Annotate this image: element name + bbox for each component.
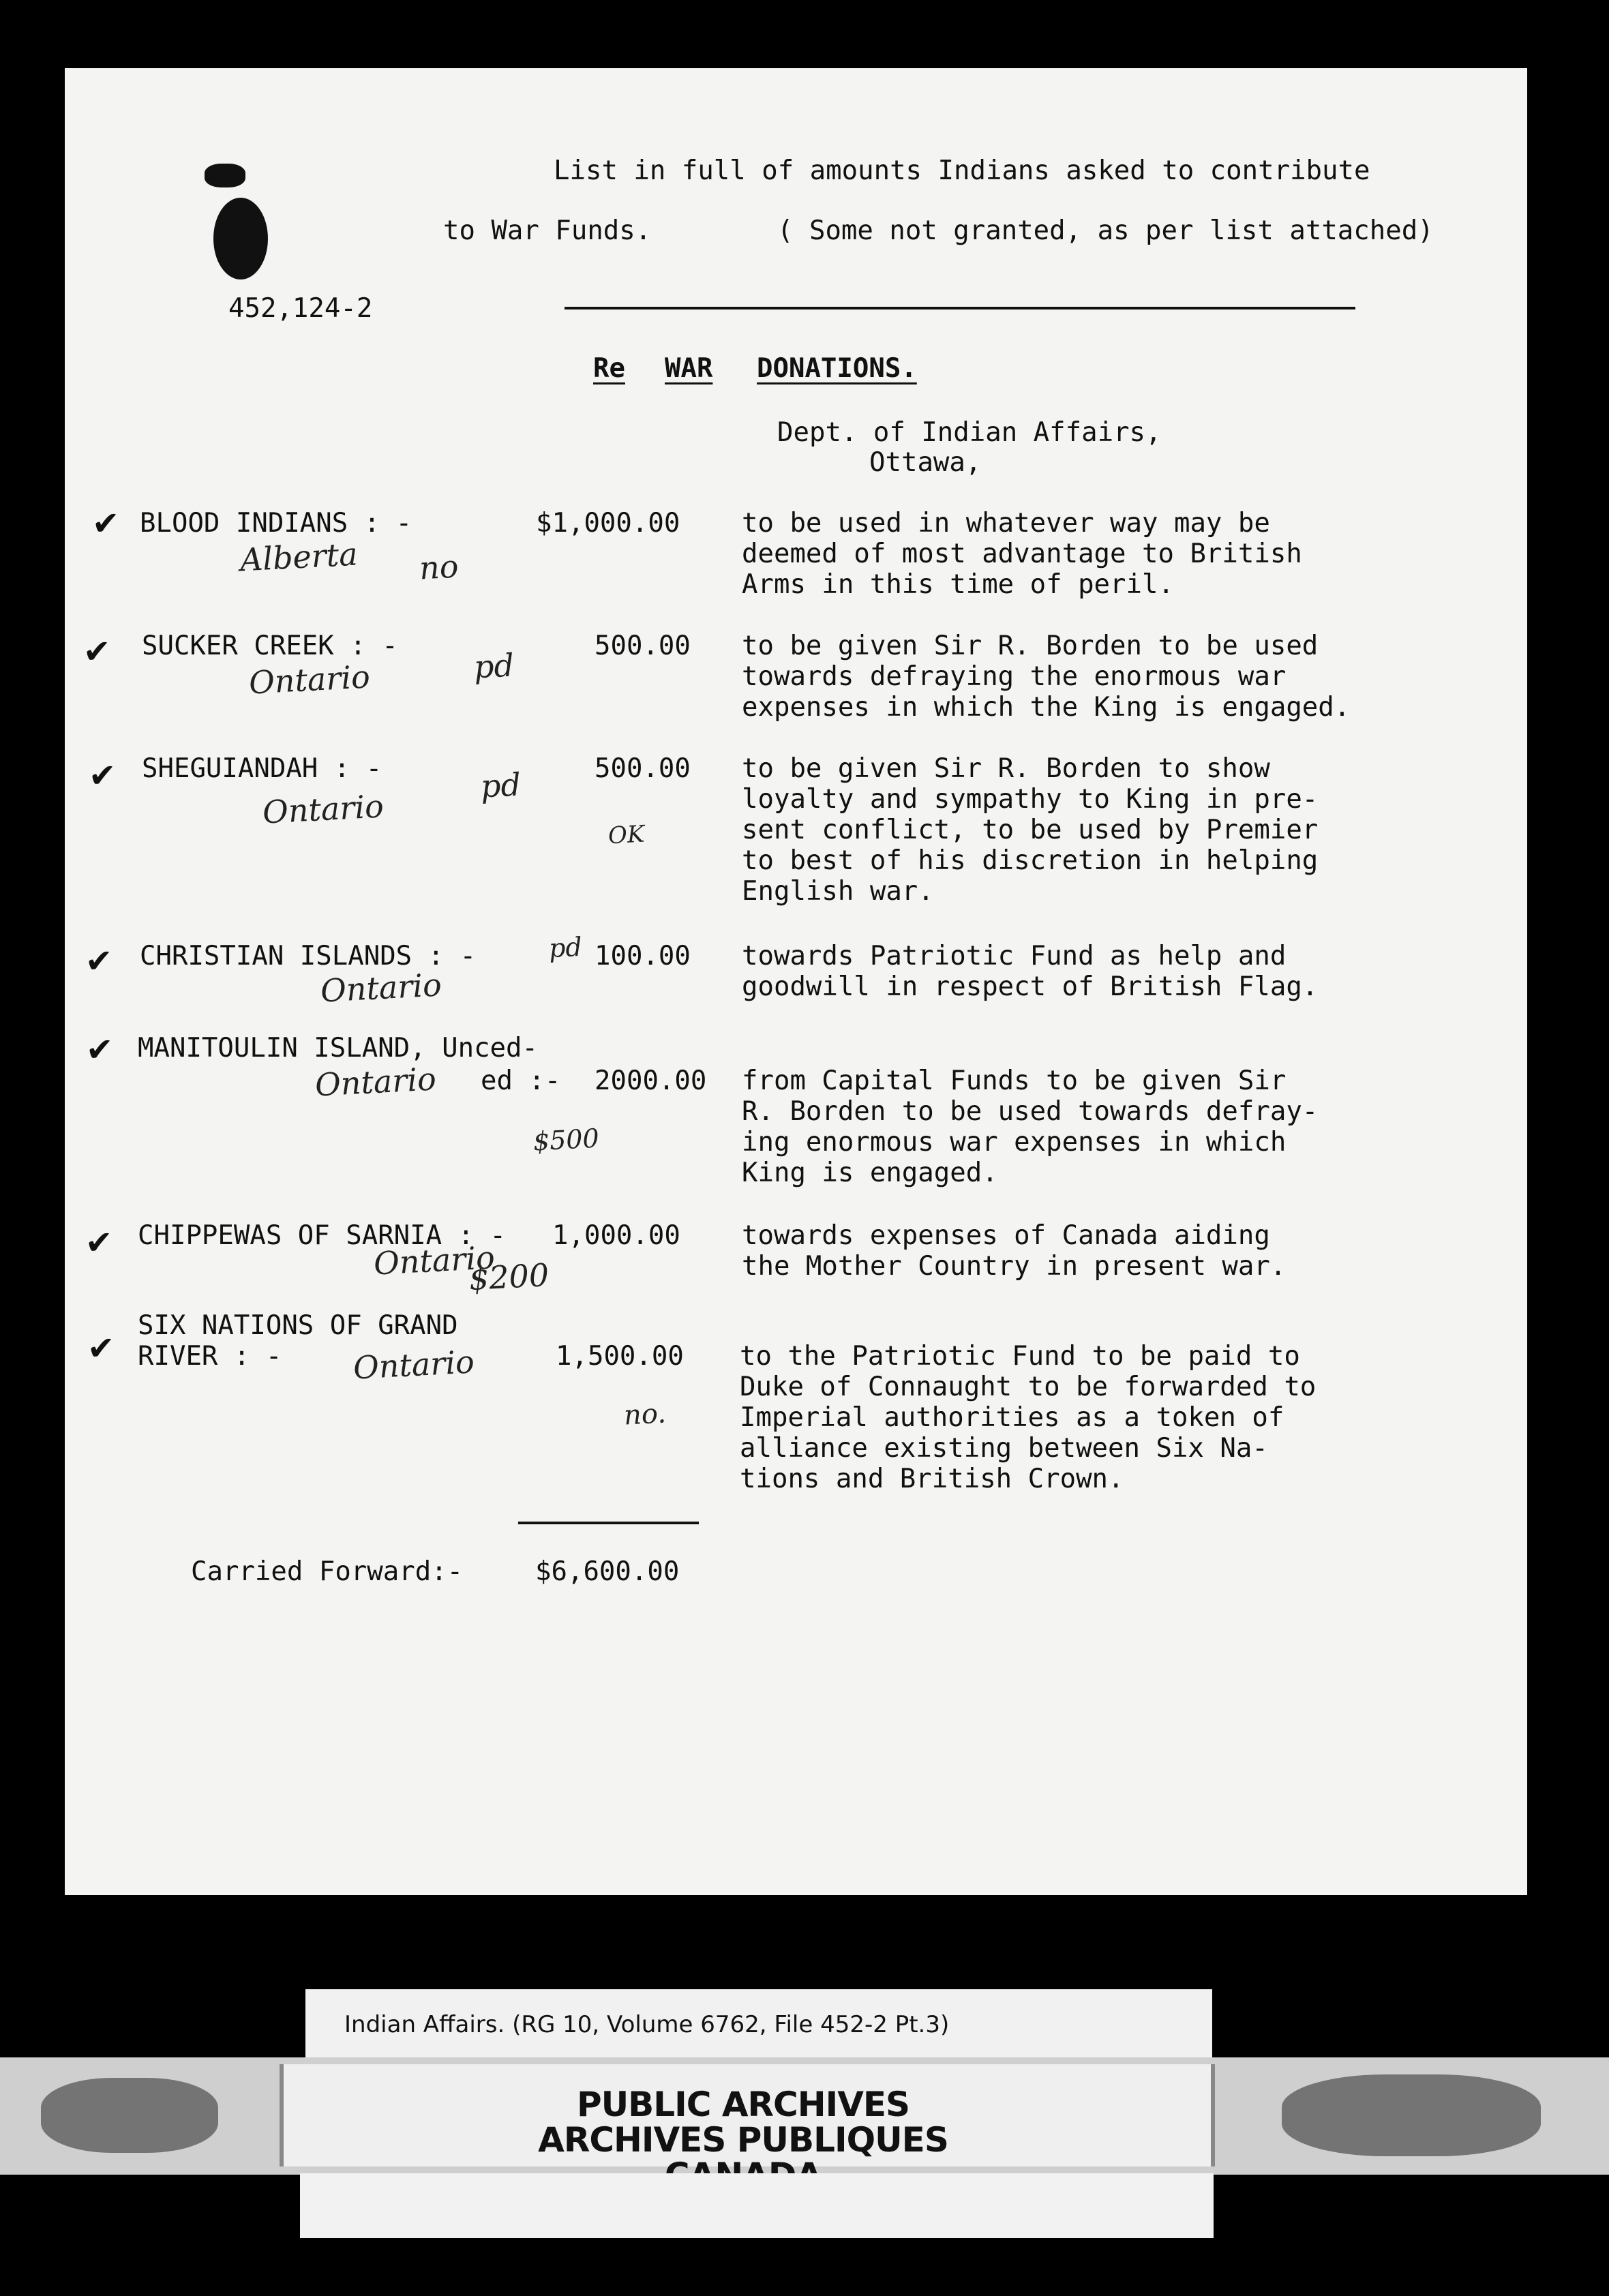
checkmark-icon: ✔: [86, 1031, 114, 1069]
entry-description-line: the Mother Country in present war.: [742, 1251, 1287, 1282]
entry-description-line: towards Patriotic Fund as help and: [742, 941, 1287, 971]
entry-name: CHRISTIAN ISLANDS : -: [140, 941, 477, 971]
bottom-label-strip: [300, 2173, 1214, 2238]
file-number: 452,124-2: [228, 293, 373, 324]
checkmark-icon: ✔: [89, 757, 117, 795]
entry-name: SIX NATIONS OF GRAND: [138, 1310, 458, 1341]
entry-description-line: alliance existing between Six Na-: [740, 1433, 1268, 1464]
entry-description-line: loyalty and sympathy to King in pre-: [742, 784, 1319, 815]
ink-blot: [205, 164, 245, 187]
entry-description-line: tions and British Crown.: [740, 1464, 1124, 1494]
archive-reference: Indian Affairs. (RG 10, Volume 6762, File 452-2 Pt.3): [344, 2011, 950, 2038]
entry-description-line: Duke of Connaught to be forwarded to: [740, 1372, 1317, 1402]
handwritten-note: $500: [532, 1123, 600, 1157]
checkmark-icon: ✔: [85, 942, 113, 980]
handwritten-note: Ontario: [319, 966, 442, 1010]
total-label: Carried Forward:-: [191, 1556, 464, 1587]
entry-description-line: R. Borden to be used towards defray-: [742, 1096, 1319, 1127]
title-re: Re: [593, 353, 625, 384]
total-amount: $6,600.00: [535, 1556, 680, 1587]
handwritten-note: Ontario: [314, 1060, 437, 1104]
entry-description-line: from Capital Funds to be given Sir: [742, 1066, 1287, 1096]
entry-name: RIVER : -: [138, 1341, 282, 1372]
checkmark-icon: ✔: [85, 1224, 113, 1262]
entry-name: ed :-: [481, 1066, 561, 1096]
entry-name: MANITOULIN ISLAND, Unced-: [138, 1033, 538, 1063]
entry-name: BLOOD INDIANS : -: [140, 508, 412, 539]
handwritten-note: pd: [547, 931, 583, 964]
entry-description-line: King is engaged.: [742, 1158, 998, 1188]
dept-line-2: Ottawa,: [869, 447, 982, 478]
heading-line-1: List in full of amounts Indians asked to contribute: [554, 155, 1370, 186]
tape-stain: [1282, 2074, 1541, 2156]
entry-description-line: Imperial authorities as a token of: [740, 1402, 1284, 1433]
handwritten-note: Alberta: [239, 535, 359, 579]
ink-blot: [213, 198, 268, 280]
entry-amount: 1,500.00: [556, 1341, 684, 1372]
total-rule: [518, 1522, 699, 1524]
dept-line-1: Dept. of Indian Affairs,: [777, 417, 1162, 448]
entry-amount: $1,000.00: [536, 508, 680, 539]
entry-name: CHIPPEWAS OF SARNIA : -: [138, 1220, 507, 1251]
handwritten-note: OK: [607, 820, 646, 850]
entry-name: SUCKER CREEK : -: [142, 631, 398, 661]
handwritten-note: Ontario: [372, 1239, 496, 1282]
entry-description-line: to best of his discretion in helping: [742, 845, 1319, 876]
handwritten-note: no.: [622, 1398, 667, 1432]
stamp-line-2: ARCHIVES PUBLIQUES: [538, 2120, 948, 2160]
entry-amount: 100.00: [595, 941, 691, 971]
title-war: WAR: [665, 353, 713, 384]
entry-amount: 500.00: [595, 753, 691, 784]
stamp-line-1: PUBLIC ARCHIVES: [576, 2085, 910, 2124]
entry-amount: 500.00: [595, 631, 691, 661]
entry-description-line: goodwill in respect of British Flag.: [742, 971, 1319, 1002]
entry-description-line: Arms in this time of peril.: [742, 569, 1174, 600]
entry-description-line: towards expenses of Canada aiding: [742, 1220, 1270, 1251]
entry-description-line: expenses in which the King is engaged.: [742, 692, 1351, 723]
handwritten-note: Ontario: [247, 658, 371, 701]
handwritten-note: no: [418, 547, 460, 587]
entry-description-line: ing enormous war expenses in which: [742, 1127, 1287, 1158]
entry-amount: 2000.00: [595, 1066, 707, 1096]
entry-description-line: to be given Sir R. Borden to be used: [742, 631, 1319, 661]
entry-description-line: English war.: [742, 876, 934, 907]
entry-description-line: to the Patriotic Fund to be paid to: [740, 1341, 1300, 1372]
handwritten-note: pd: [472, 646, 515, 686]
handwritten-note: pd: [479, 766, 522, 805]
entry-description-line: to be given Sir R. Borden to show: [742, 753, 1270, 784]
heading-line-2a: to War Funds.: [443, 215, 652, 246]
entry-description-line: sent conflict, to be used by Premier: [742, 815, 1319, 845]
handwritten-note: Ontario: [261, 787, 385, 831]
heading-line-2b: ( Some not granted, as per list attached): [777, 215, 1434, 246]
entry-name: SHEGUIANDAH : -: [142, 753, 382, 784]
tape-stain: [41, 2078, 218, 2153]
title-donations: DONATIONS.: [757, 353, 917, 384]
checkmark-icon: ✔: [92, 504, 120, 543]
checkmark-icon: ✔: [87, 1329, 115, 1368]
entry-amount: 1,000.00: [552, 1220, 680, 1251]
handwritten-note: Ontario: [352, 1343, 475, 1387]
entry-description-line: deemed of most advantage to British: [742, 539, 1302, 569]
entry-description-line: to be used in whatever way may be: [742, 508, 1270, 539]
checkmark-icon: ✔: [83, 633, 111, 671]
header-rule: [565, 307, 1355, 309]
handwritten-note: $200: [468, 1256, 550, 1298]
entry-description-line: towards defraying the enormous war: [742, 661, 1287, 692]
